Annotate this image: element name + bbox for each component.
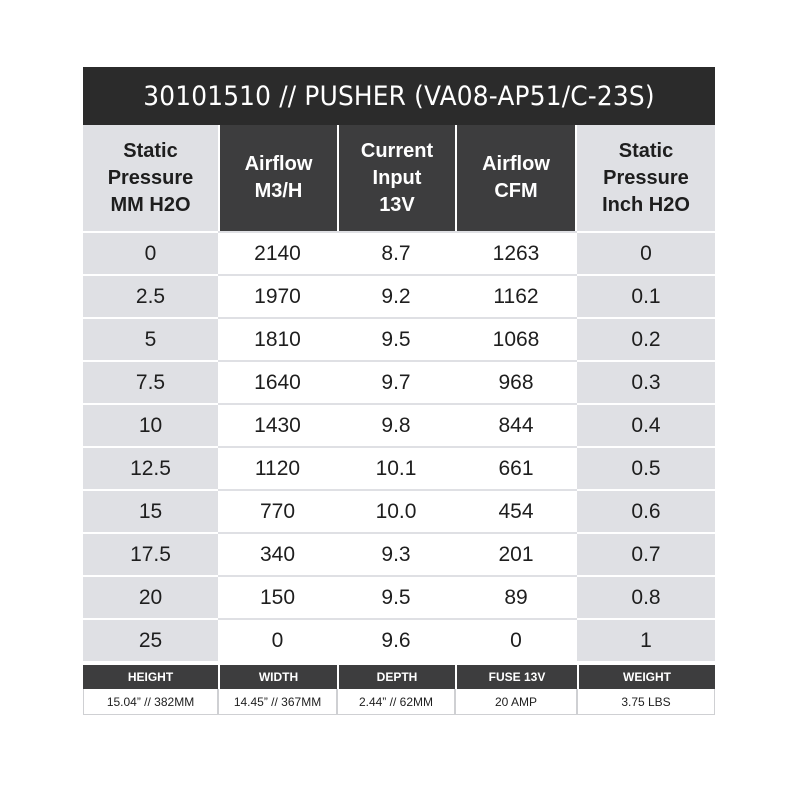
header-static-pressure-inch: Static Pressure Inch H2O	[577, 125, 715, 231]
table-cell: 2.5	[83, 274, 218, 317]
table-cell: 1430	[218, 403, 337, 446]
table-cell: 15	[83, 489, 218, 532]
table-cell: 9.5	[337, 317, 455, 360]
spec-value-height: 15.04” // 382MM	[83, 689, 218, 715]
table-cell: 9.6	[337, 618, 455, 661]
header-airflow-cfm: Airflow CFM	[455, 125, 577, 231]
table-cell: 770	[218, 489, 337, 532]
header-static-pressure-mm: Static Pressure MM H2O	[83, 125, 218, 231]
title-bar	[83, 67, 715, 125]
table-cell: 2140	[218, 231, 337, 274]
table-cell: 0.7	[577, 532, 715, 575]
spec-label-weight: WEIGHT	[577, 665, 715, 689]
table-cell: 0	[455, 618, 577, 661]
table-cell: 0.2	[577, 317, 715, 360]
table-cell: 10	[83, 403, 218, 446]
fan-spec-sheet	[83, 67, 715, 715]
product-title: 30101510 // PUSHER (VA08-AP51/C-23S)	[108, 67, 689, 125]
table-cell: 1068	[455, 317, 577, 360]
table-cell: 10.0	[337, 489, 455, 532]
table-cell: 7.5	[83, 360, 218, 403]
table-cell: 9.8	[337, 403, 455, 446]
table-cell: 1	[577, 618, 715, 661]
table-cell: 89	[455, 575, 577, 618]
table-cell: 9.5	[337, 575, 455, 618]
table-cell: 968	[455, 360, 577, 403]
table-cell: 1810	[218, 317, 337, 360]
spec-value-width: 14.45” // 367MM	[218, 689, 337, 715]
spec-label-width: WIDTH	[218, 665, 337, 689]
table-cell: 0.6	[577, 489, 715, 532]
table-cell: 1640	[218, 360, 337, 403]
table-cell: 5	[83, 317, 218, 360]
table-cell: 0.5	[577, 446, 715, 489]
table-cell: 12.5	[83, 446, 218, 489]
table-cell: 9.3	[337, 532, 455, 575]
dimensions-table	[83, 665, 715, 715]
table-cell: 1120	[218, 446, 337, 489]
table-cell: 454	[455, 489, 577, 532]
table-cell: 340	[218, 532, 337, 575]
table-cell: 0.3	[577, 360, 715, 403]
table-cell: 9.7	[337, 360, 455, 403]
table-cell: 0.1	[577, 274, 715, 317]
table-cell: 0	[83, 231, 218, 274]
header-airflow-m3h: Airflow M3/H	[218, 125, 337, 231]
table-cell: 0	[577, 231, 715, 274]
table-cell: 25	[83, 618, 218, 661]
header-current-input: Current Input 13V	[337, 125, 455, 231]
table-cell: 20	[83, 575, 218, 618]
table-cell: 17.5	[83, 532, 218, 575]
table-cell: 9.2	[337, 274, 455, 317]
table-cell: 844	[455, 403, 577, 446]
airflow-table	[83, 125, 715, 661]
spec-value-depth: 2.44” // 62MM	[337, 689, 455, 715]
table-cell: 0.8	[577, 575, 715, 618]
table-cell: 8.7	[337, 231, 455, 274]
spec-value-fuse: 20 AMP	[455, 689, 577, 715]
table-cell: 201	[455, 532, 577, 575]
spec-label-height: HEIGHT	[83, 665, 218, 689]
table-cell: 150	[218, 575, 337, 618]
spec-label-fuse: FUSE 13V	[455, 665, 577, 689]
table-cell: 1162	[455, 274, 577, 317]
spec-label-depth: DEPTH	[337, 665, 455, 689]
table-cell: 1263	[455, 231, 577, 274]
table-cell: 0	[218, 618, 337, 661]
table-cell: 661	[455, 446, 577, 489]
table-cell: 1970	[218, 274, 337, 317]
table-cell: 0.4	[577, 403, 715, 446]
table-cell: 10.1	[337, 446, 455, 489]
spec-value-weight: 3.75 LBS	[577, 689, 715, 715]
